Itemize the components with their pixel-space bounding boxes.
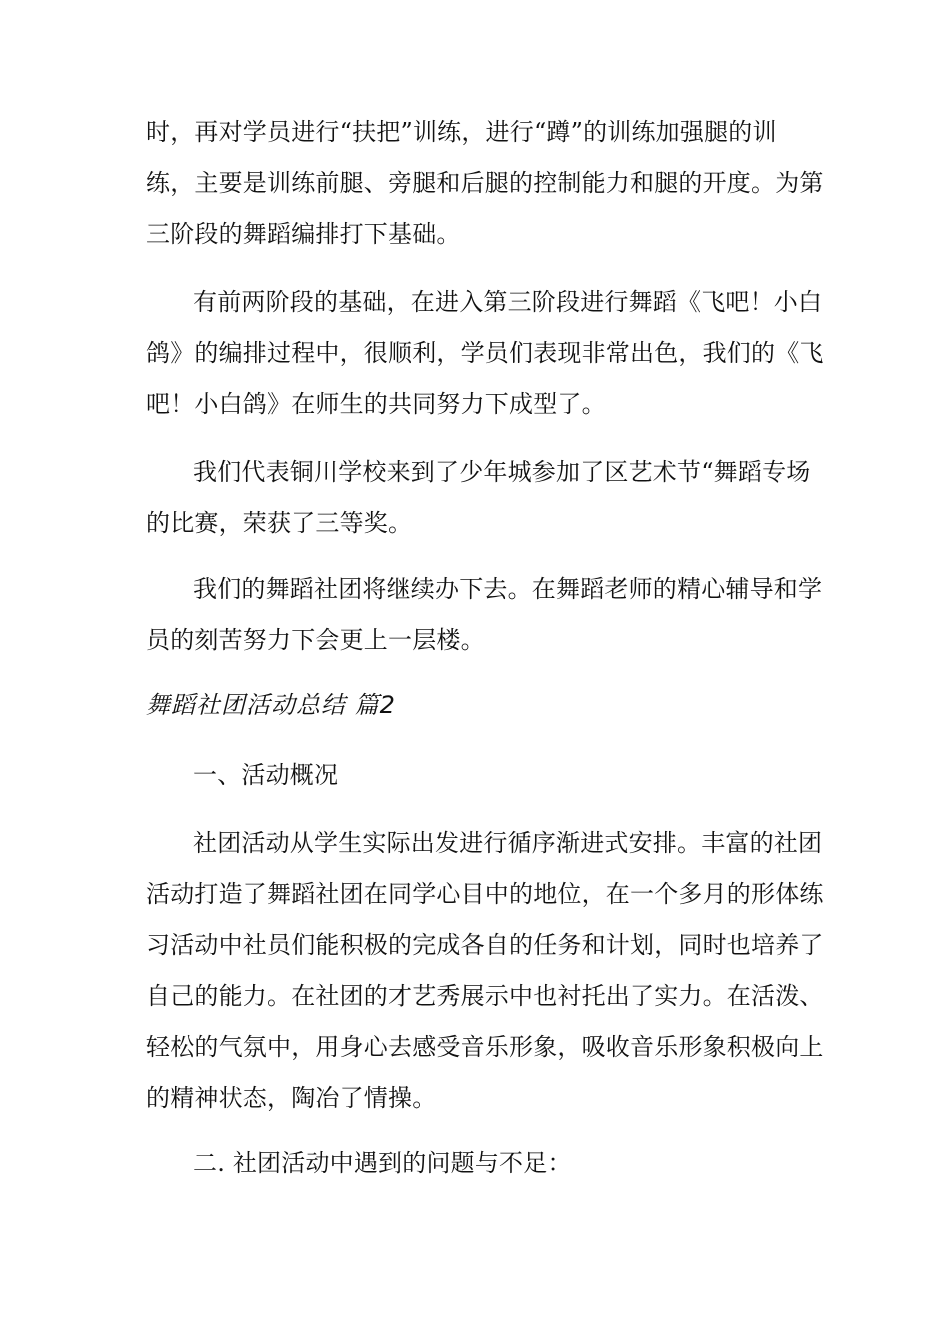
paragraph-line: 的精神状态，陶冶了情操。 [146, 1084, 437, 1112]
paragraph-line: 活动打造了舞蹈社团在同学心目中的地位，在一个多月的形体练 [146, 880, 824, 908]
paragraph-line: 三阶段的舞蹈编排打下基础。 [146, 220, 461, 248]
paragraph-line: 轻松的气氛中，用身心去感受音乐形象，吸收音乐形象积极向上 [146, 1033, 824, 1061]
paragraph-line: 社团活动从学生实际出发进行循序渐进式安排。丰富的社团 [193, 829, 823, 857]
paragraph-line: 习活动中社员们能积极的完成各自的任务和计划，同时也培养了 [146, 931, 824, 959]
paragraph-line: 时，再对学员进行“扶把”训练，进行“蹲”的训练加强腿的训 [146, 118, 777, 146]
paragraph-line: 鸽》的编排过程中，很顺利，学员们表现非常出色，我们的《飞 [146, 339, 824, 367]
paragraph-line: 的比赛，荣获了三等奖。 [146, 509, 413, 537]
section-title: 舞蹈社团活动总结 篇2 [146, 691, 396, 719]
subheading: 一、活动概况 [193, 761, 339, 789]
paragraph-line: 自己的能力。在社团的才艺秀展示中也衬托出了实力。在活泼、 [146, 982, 824, 1010]
paragraph-line: 员的刻苦努力下会更上一层楼。 [146, 626, 485, 654]
subheading: 二. 社团活动中遇到的问题与不足： [193, 1149, 572, 1177]
paragraph-line: 吧！小白鸽》在师生的共同努力下成型了。 [146, 390, 606, 418]
paragraph-line: 练，主要是训练前腿、旁腿和后腿的控制能力和腿的开度。为第 [146, 169, 824, 197]
paragraph-line: 我们的舞蹈社团将继续办下去。在舞蹈老师的精心辅导和学 [193, 575, 823, 603]
paragraph-line: 我们代表铜川学校来到了少年城参加了区艺术节“舞蹈专场 [193, 458, 811, 486]
paragraph-line: 有前两阶段的基础，在进入第三阶段进行舞蹈《飞吧！小白 [193, 288, 823, 316]
